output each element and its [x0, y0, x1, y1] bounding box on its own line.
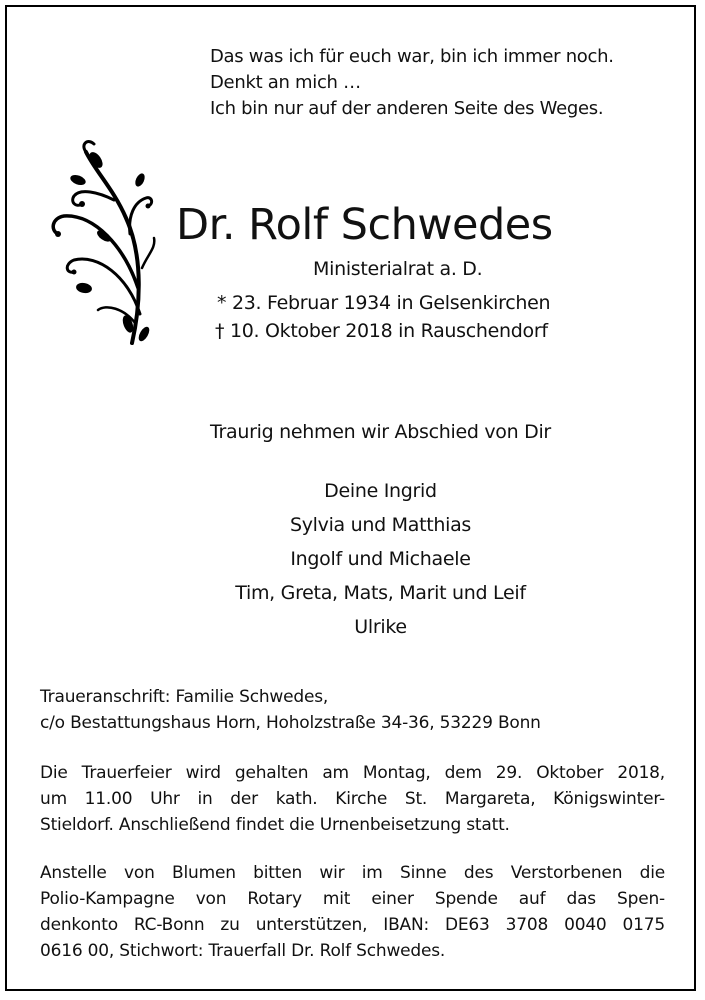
ceremony-line: Stieldorf. Anschließend findet die Urnenbeisetzung statt.	[40, 815, 510, 835]
birth-date: * 23. Februar 1934 in Gelsenkirchen	[217, 292, 551, 314]
deceased-name: Dr. Rolf Schwedes	[176, 200, 553, 250]
address-line: c/o Bestattungshaus Horn, Hoholzstraße 34-36, 53229 Bonn	[40, 713, 541, 733]
mourners-list	[0, 474, 705, 644]
donation-line: denkonto RC-Bonn zu unterstützen, IBAN: DE63 3708 0040 0175	[40, 915, 665, 935]
mourner-name: Deine Ingrid	[324, 480, 437, 502]
ceremony-line: um 11.00 Uhr in der kath. Kirche St. Margareta, Königswinter-	[40, 789, 665, 809]
address-line: Traueranschrift: Familie Schwedes,	[40, 687, 329, 707]
death-date: † 10. Oktober 2018 in Rauschendorf	[215, 320, 548, 342]
mourner-name: Tim, Greta, Mats, Marit und Leif	[235, 582, 526, 604]
deceased-title: Ministerialrat a. D.	[313, 258, 483, 280]
poem-line: Denkt an mich …	[210, 72, 361, 93]
farewell-text: Traurig nehmen wir Abschied von Dir	[210, 421, 551, 443]
address-block	[40, 684, 665, 736]
poem	[210, 44, 614, 122]
floral-ornament-icon	[44, 138, 156, 348]
donation-line: 0616 00, Stichwort: Trauerfall Dr. Rolf Schwedes.	[40, 941, 446, 961]
poem-line: Ich bin nur auf der anderen Seite des Weges.	[210, 98, 604, 119]
ceremony-block	[40, 760, 665, 838]
ceremony-line: Die Trauerfeier wird gehalten am Montag, dem 29. Oktober 2018,	[40, 763, 665, 783]
mourner-name: Sylvia und Matthias	[289, 514, 472, 536]
donation-line: Anstelle von Blumen bitten wir im Sinne des Verstorbenen die	[40, 863, 665, 883]
donation-line: Polio-Kampagne von Rotary mit einer Spende auf das Spen-	[40, 889, 665, 909]
poem-line: Das was ich für euch war, bin ich immer noch.	[210, 46, 614, 67]
donation-block	[40, 860, 665, 964]
mourner-name: Ingolf und Michaele	[290, 548, 471, 570]
mourner-name: Ulrike	[354, 616, 407, 638]
